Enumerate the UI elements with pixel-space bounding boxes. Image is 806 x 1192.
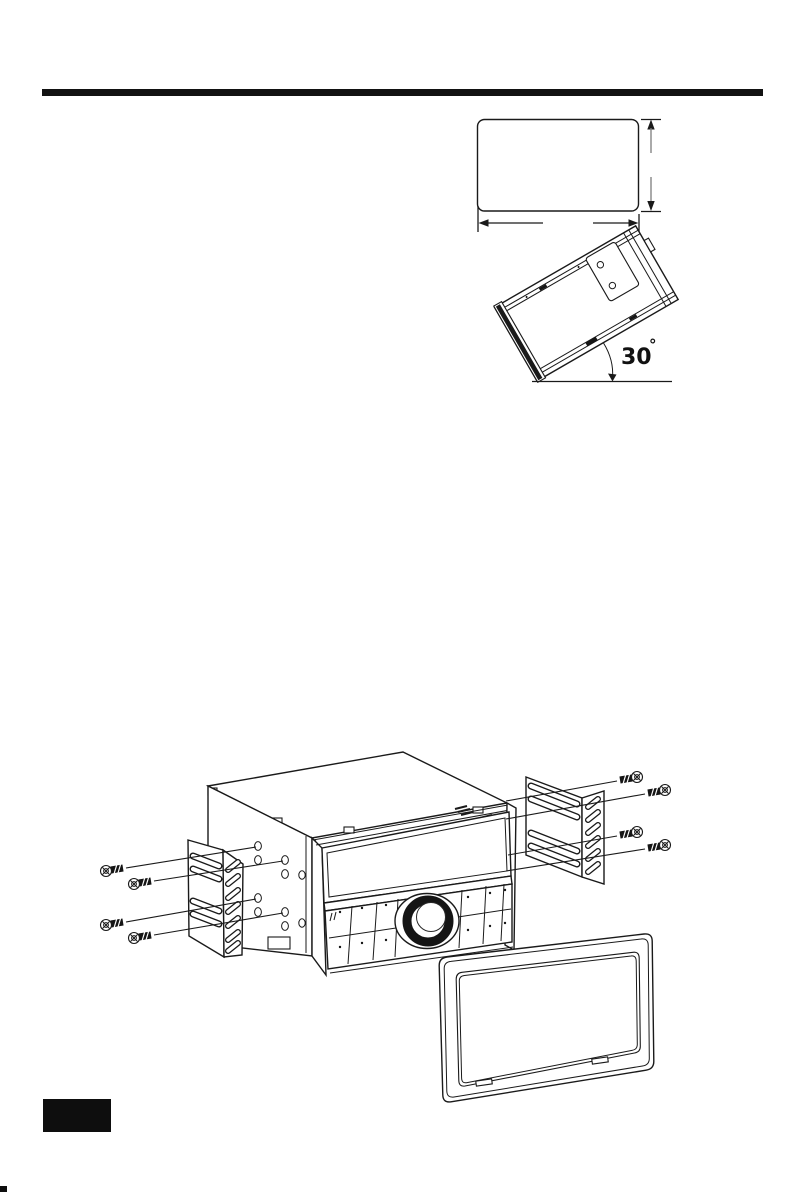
screw-icon bbox=[101, 917, 124, 931]
page-edge-mark bbox=[0, 1186, 7, 1192]
angle-arc bbox=[604, 343, 613, 378]
volume-knob bbox=[395, 894, 459, 949]
screw-icon bbox=[129, 930, 152, 944]
cutout-outline bbox=[478, 120, 639, 212]
screw-icon bbox=[648, 840, 671, 853]
height-dimension-arrow bbox=[641, 120, 661, 212]
mounting-screws-right bbox=[620, 772, 671, 853]
screw-icon bbox=[620, 827, 643, 840]
page-number-block bbox=[43, 1099, 111, 1132]
mounting-screws-left bbox=[101, 863, 152, 944]
screw-icon bbox=[101, 863, 124, 877]
exploded-installation-figure bbox=[78, 736, 684, 1116]
angle-arc-arrowhead bbox=[608, 374, 617, 382]
trim-frame-drawing bbox=[439, 934, 654, 1102]
mounting-angle-figure bbox=[470, 218, 695, 395]
screw-icon bbox=[648, 785, 671, 798]
head-unit-drawing bbox=[208, 752, 516, 975]
angle-label: 30 bbox=[621, 345, 652, 370]
degree-symbol: ° bbox=[649, 336, 657, 354]
left-mounting-bracket bbox=[188, 840, 243, 957]
mounting-sleeve-drawing bbox=[494, 222, 683, 382]
screw-icon bbox=[129, 876, 152, 890]
right-mounting-bracket bbox=[526, 777, 604, 884]
header-rule bbox=[42, 89, 763, 96]
screw-icon bbox=[620, 772, 643, 785]
